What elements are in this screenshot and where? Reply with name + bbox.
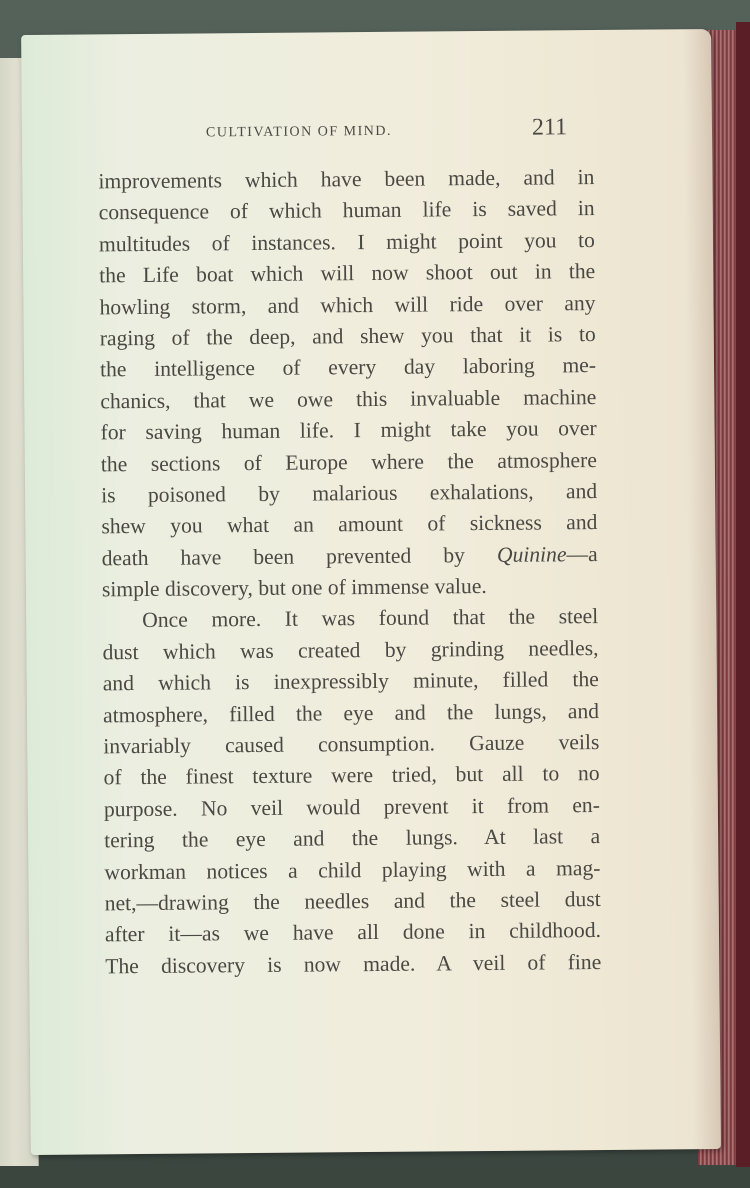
book-cover-edge: [736, 22, 750, 1167]
text-line: and which is inexpressibly minute, filled the: [102, 667, 599, 696]
text-line: after it—as we have all done in childhood.: [104, 918, 602, 947]
paragraph-start-line: Once more. It was found that the steel: [142, 604, 599, 633]
text-line: the intelligence of every day laboring me-: [99, 353, 597, 382]
text-line: is poisoned by malarious exhalations, and: [101, 478, 598, 508]
text-line: tering the eye and the lungs. At last a: [104, 824, 601, 853]
text-line: for saving human life. I might take you over: [100, 416, 597, 445]
text-line: atmosphere, filled the eye and the lungs, and: [102, 698, 600, 727]
text-line: the sections of Europe where the atmosphere: [100, 447, 597, 476]
text-line: dust which was created by grinding needles,: [102, 635, 599, 665]
paragraph-end-line: simple discovery, but one of immense value.: [101, 574, 487, 602]
text-line: The discovery is now made. A veil of fine: [105, 949, 602, 979]
book-page: [21, 29, 721, 1155]
text-line: purpose. No veil would prevent it from en-: [103, 792, 600, 822]
text-line-end: —a: [566, 541, 598, 566]
page-number: 211: [531, 114, 568, 141]
body-text: [98, 162, 601, 982]
text-line: howling storm, and which will ride over any: [99, 290, 596, 319]
text-line: consequence of which human life is saved in: [98, 196, 595, 225]
chapter-title: CULTIVATION OF MIND.: [205, 123, 393, 141]
text-line: workman notices a child playing with a mag-: [104, 855, 601, 884]
text-line: the Life boat which will now shoot out in the: [99, 259, 596, 288]
running-head: [22, 114, 582, 151]
italic-word: Quinine: [496, 541, 567, 567]
text-line: invariably caused consumption. Gauze veils: [103, 730, 600, 759]
text-line: of the finest texture were tried, but all to no: [103, 761, 600, 790]
text-line-with-italic: [102, 539, 598, 575]
text-line: net,—drawing the needles and the steel dust: [104, 886, 601, 916]
text-line: shew you what an amount of sickness and: [101, 510, 598, 539]
text-line-start: death have been prevented by: [101, 542, 498, 571]
text-line: chanics, that we owe this invaluable machine: [100, 384, 597, 414]
text-line: multitudes of instances. I might point you to: [98, 227, 596, 257]
text-line: improvements which have been made, and in: [98, 165, 595, 194]
text-line: raging of the deep, and shew you that it is to: [99, 321, 596, 351]
